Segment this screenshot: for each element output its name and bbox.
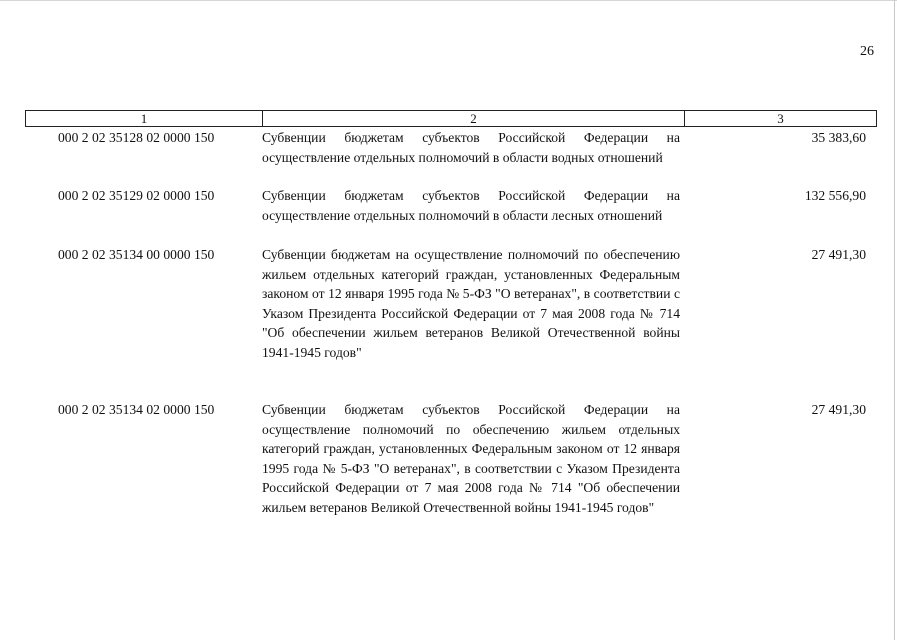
header-col-3: 3 <box>777 111 784 126</box>
header-col-2: 2 <box>263 111 685 126</box>
row-description: Субвенции бюджетам субъектов Российской Федерации на осуществление полномочий по обеспечению жильем отдельных категорий граждан, установленных Федеральным законом от 12 января 1995 года № 5-ФЗ "О ветеранах", в соответствии с Указом Президента Российской Федерации от 7 мая 2008 года № 714 "Об обеспечении жильем ветеранов Великой Отечественной войны 1941-1945 годов" <box>262 402 680 515</box>
row-description: Субвенции бюджетам субъектов Российской Федерации на осуществление отдельных полномочий в области лесных отношений <box>262 188 680 223</box>
row-code: 000 2 02 35134 02 0000 150 <box>58 402 215 417</box>
table-header <box>25 110 877 127</box>
row-amount: 27 491,30 <box>811 402 866 417</box>
row-amount: 27 491,30 <box>811 247 866 262</box>
row-amount: 132 556,90 <box>804 188 866 203</box>
page-number: 26 <box>860 44 874 59</box>
row-amount: 35 383,60 <box>811 130 866 145</box>
header-col-1: 1 <box>26 111 263 126</box>
scan-edge-top <box>0 0 897 1</box>
row-code: 000 2 02 35129 02 0000 150 <box>58 188 215 203</box>
row-description: Субвенции бюджетам на осуществление полномочий по обеспечению жильем отдельных категорий граждан, установленных Федеральным законом от 12 января 1995 года № 5-ФЗ "О ветеранах", в соответствии с Указом Президента Российской Федерации от 7 мая 2008 года № 714 "Об обеспечении жильем ветеранов Великой Отечественной войны 1941-1945 годов" <box>262 247 680 360</box>
row-code: 000 2 02 35128 02 0000 150 <box>58 130 215 145</box>
row-code: 000 2 02 35134 00 0000 150 <box>58 247 215 262</box>
row-description: Субвенции бюджетам субъектов Российской Федерации на осуществление отдельных полномочий в области водных отношений <box>262 130 680 165</box>
scan-edge-right <box>894 0 895 640</box>
